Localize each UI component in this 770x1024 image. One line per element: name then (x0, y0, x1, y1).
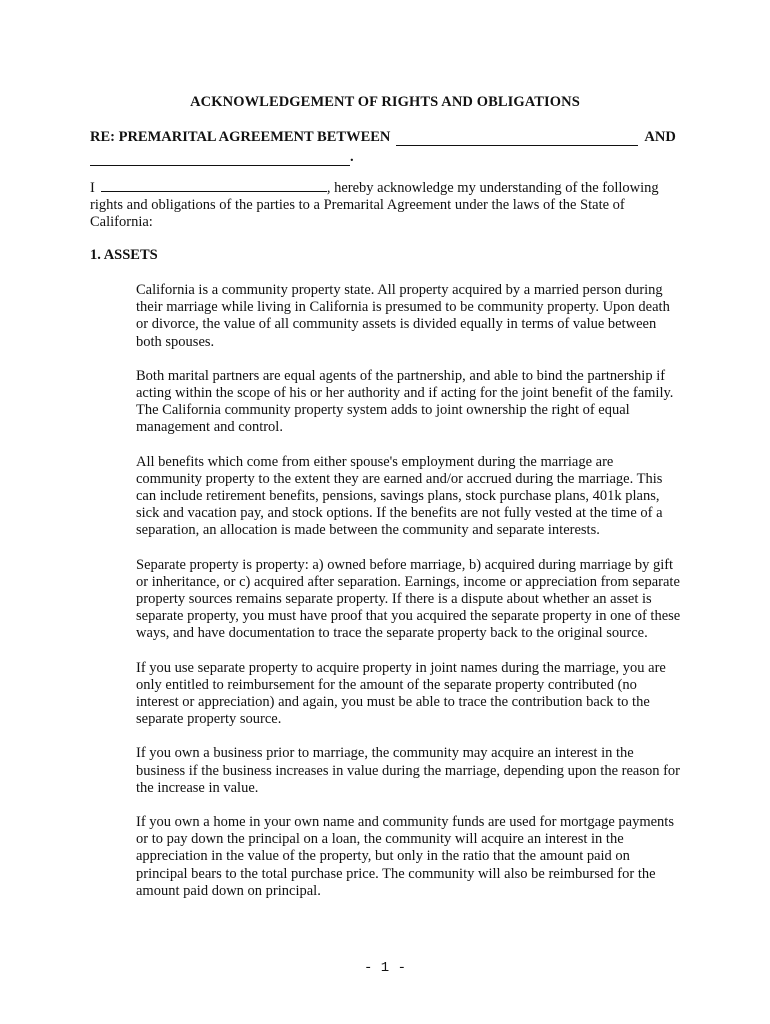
paragraph-equal-agents: Both marital partners are equal agents of the partnership, and able to bind the partnership if acting within the scope of his or her authority and if acting for the joint benefit of the family. The California community property system adds to joint ownership the right of equal management and control. (136, 367, 674, 436)
re-end: . (350, 149, 354, 165)
paragraph-home: If you own a home in your own name and community funds are used for mortgage payments or to pay down the principal on a loan, the community will acquire an interest in the appreciation in the value of the property, but only in the ratio that the amount paid on principal bears to the total purchase price. The community will also be reimbursed for the amount paid down on principal. (136, 814, 674, 899)
re-and: AND (644, 129, 676, 145)
paragraph-community-property: California is a community property state. All property acquired by a married person during their marriage while living in California is presumed to be community property. Upon death or divorce, the value of all community assets is divided equally in terms of value between both spouses. (136, 282, 670, 350)
re-line (90, 128, 680, 166)
paragraph-separate-property: Separate property is property: a) owned before marriage, b) acquired during marriage by gift or inheritance, or c) acquired after separation. Earnings, income or appreciation from separate property sources remains separate property. If there is a dispute about whether an asset is separate property, you must have proof that you acquired the separate property in one of these ways, and have documentation to trace the separate property back to the original source. (136, 556, 681, 642)
ack-text: , hereby acknowledge my understanding of the following rights and obligations of the parties to a Premarital Agreement under the laws of the State of California: (90, 180, 659, 231)
ack-prefix: I (90, 180, 95, 196)
page-number: - 1 - (363, 960, 406, 976)
paragraph-joint-names: If you use separate property to acquire property in joint names during the marriage, you are only entitled to reimbursement for the amount of the separate property contributed (no interest or appreciation) and again, you must be able to trace the contribution back to the separate property source. (136, 659, 666, 728)
party-one-blank[interactable] (396, 131, 638, 146)
acknowledgement-paragraph (90, 178, 680, 232)
re-line-row-2 (90, 148, 680, 166)
re-line-row-1 (90, 128, 680, 146)
paragraph-business: If you own a business prior to marriage, the community may acquire an interest in the business if the business increases in value during the marriage, depending upon the reason for the increase in value. (136, 745, 681, 796)
paragraph-benefits: All benefits which come from either spouse's employment during the marriage are community property to the extent they are earned and/or accrued during the marriage. This can include retirement benefits, pensions, savings plans, stock purchase plans, 401k plans, sick and vacation pay, and stock options. If the benefits are not fully vested at the time of a separation, an allocation is made between the community and separate interests. (136, 453, 663, 539)
section-1-heading: 1. ASSETS (90, 247, 158, 263)
re-prefix: RE: PREMARITAL AGREEMENT BETWEEN (90, 129, 391, 145)
party-two-blank[interactable] (90, 151, 350, 166)
signer-name-blank[interactable] (101, 178, 327, 192)
section-1-body (136, 282, 681, 917)
document-title: ACKNOWLEDGEMENT OF RIGHTS AND OBLIGATIONS (190, 94, 580, 110)
